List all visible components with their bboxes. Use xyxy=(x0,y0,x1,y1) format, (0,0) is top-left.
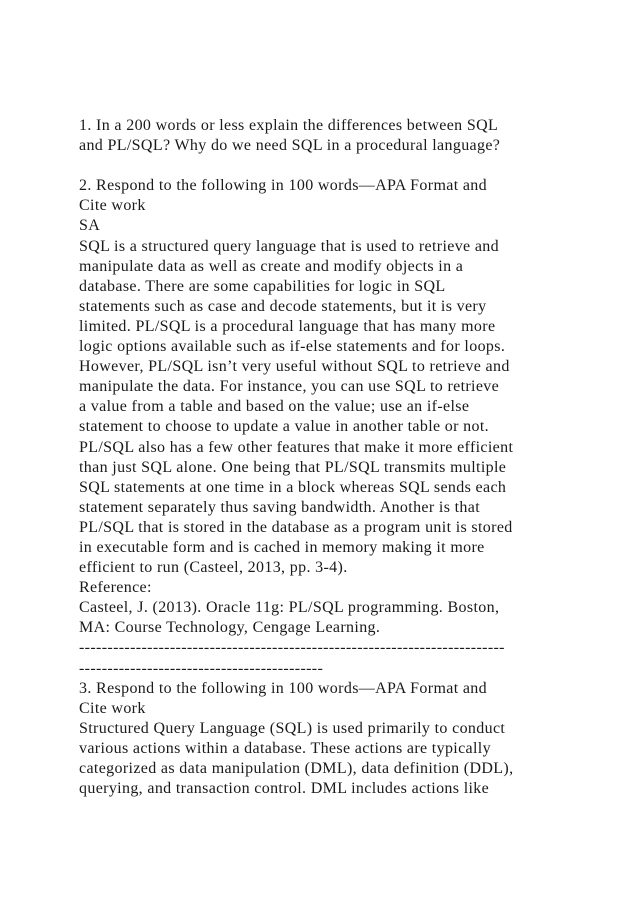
text-line: 1. In a 200 words or less explain the differences between SQL xyxy=(79,117,499,134)
question-1 xyxy=(79,116,599,156)
text-line: in executable form and is cached in memory making it more xyxy=(79,538,485,556)
paragraph-gap xyxy=(79,156,599,176)
text-line: statement separately thus saving bandwidth. Another is that xyxy=(79,498,481,516)
text-line: categorized as data manipulation (DML), data definition (DDL), xyxy=(79,760,514,777)
question-3-heading-cont: Cite work xyxy=(79,699,146,717)
text-line: than just SQL alone. One being that PL/SQL transmits multiple xyxy=(79,458,507,476)
text-line: querying, and transaction control. DML includes actions like xyxy=(79,780,490,798)
question-2-heading: 2. Respond to the following in 100 words—APA Format and xyxy=(79,177,487,195)
text-line: limited. PL/SQL is a procedural language that has many more xyxy=(79,317,496,335)
question-2 xyxy=(79,176,599,638)
separator-line: --------------------------------------------------------------------------- xyxy=(79,639,505,657)
reference-entry: Casteel, J. (2013). Oracle 11g: PL/SQL programming. Boston, xyxy=(79,599,500,617)
text-line: SQL statements at one time in a block whereas SQL sends each xyxy=(79,478,507,496)
text-line: database. There are some capabilities for logic in SQL xyxy=(79,277,446,295)
text-line: logic options available such as if-else statements and for loops. xyxy=(79,338,506,356)
text-line: Structured Query Language (SQL) is used primarily to conduct xyxy=(79,719,506,737)
text-line: manipulate the data. For instance, you can use SQL to retrieve xyxy=(79,378,500,396)
question-3 xyxy=(79,679,599,800)
text-line: and PL/SQL? Why do we need SQL in a procedural language? xyxy=(79,137,501,155)
text-line: PL/SQL that is stored in the database as a program unit is stored xyxy=(79,518,513,536)
text-line: SQL is a structured query language that is used to retrieve and xyxy=(79,237,500,255)
text-line: efficient to run (Casteel, 2013, pp. 3-4). xyxy=(79,559,348,577)
text-line: However, PL/SQL isn’t very useful without SQL to retrieve and xyxy=(79,358,510,376)
question-3-heading: 3. Respond to the following in 100 words—APA Format and xyxy=(79,679,487,697)
reference-heading: Reference: xyxy=(79,579,152,597)
text-line: a value from a table and based on the value; use an if-else xyxy=(79,398,470,416)
document-body xyxy=(79,116,599,799)
text-line: statements such as case and decode statements, but it is very xyxy=(79,297,487,315)
text-line: manipulate data as well as create and modify objects in a xyxy=(79,257,464,275)
separator-line: ------------------------------------------- xyxy=(79,659,324,677)
question-2-heading-cont: Cite work xyxy=(79,197,146,215)
author-initials: SA xyxy=(79,217,101,235)
text-line: statement to choose to update a value in another table or not. xyxy=(79,418,490,436)
dashed-separator xyxy=(79,638,599,678)
text-line: various actions within a database. These actions are typically xyxy=(79,739,491,757)
text-line: PL/SQL also has a few other features that make it more efficient xyxy=(79,438,514,456)
reference-entry-cont: MA: Course Technology, Cengage Learning. xyxy=(79,619,381,637)
